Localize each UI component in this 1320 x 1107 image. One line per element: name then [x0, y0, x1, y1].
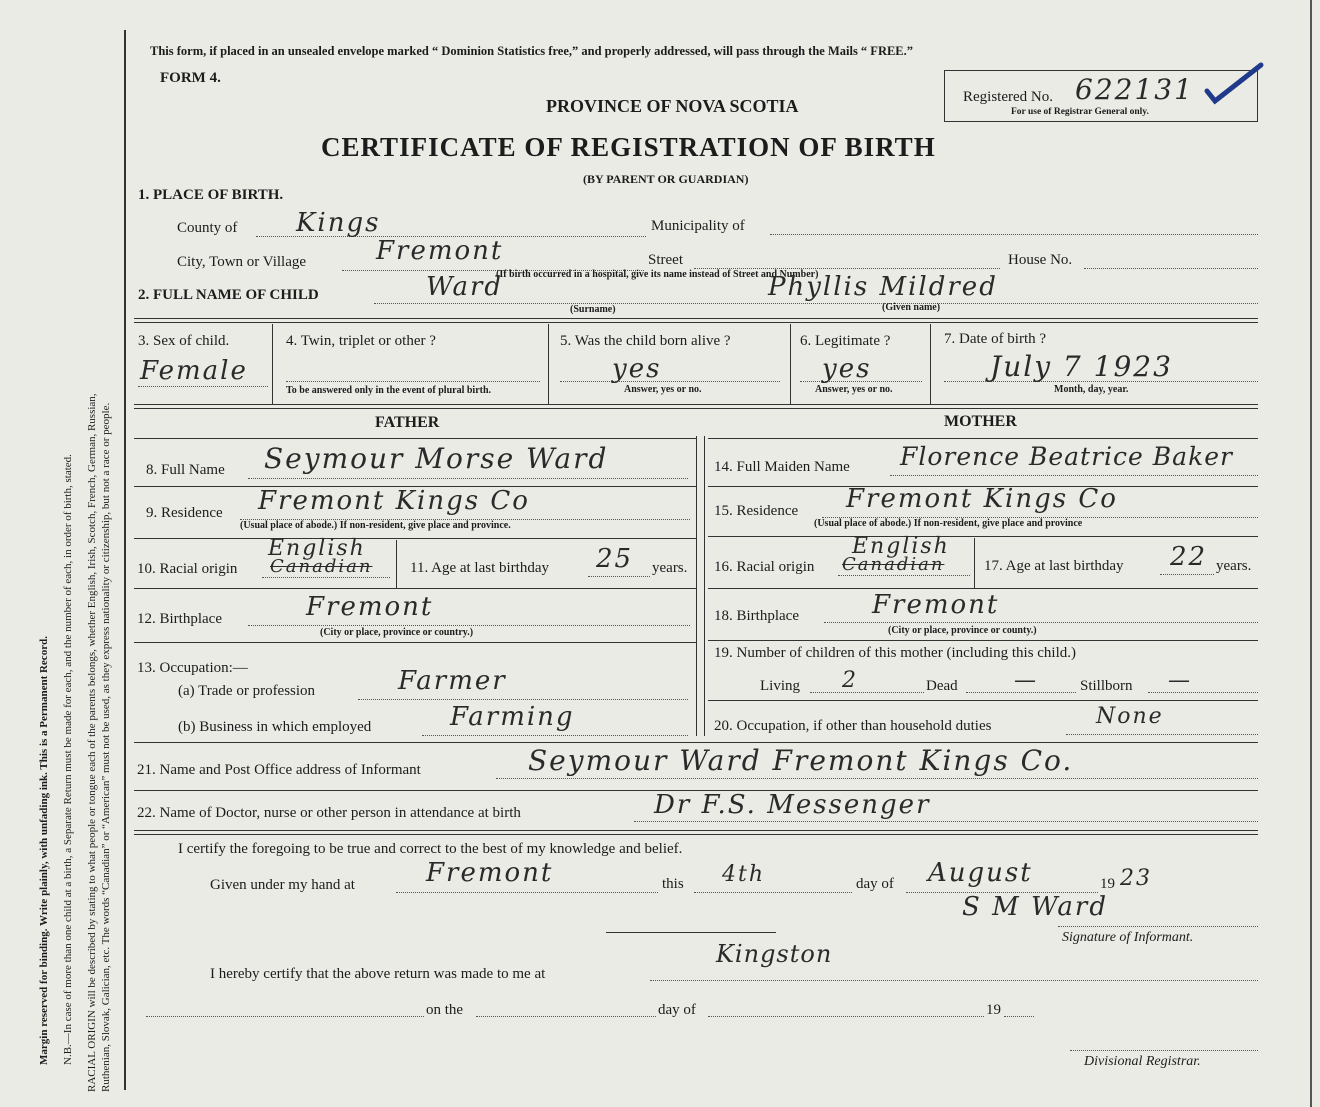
house-label: House No. — [1008, 252, 1073, 268]
certificate-subtitle: (BY PARENT OR GUARDIAN) — [583, 172, 749, 186]
mother-racial-line — [838, 575, 970, 576]
surname-caption: (Surname) — [570, 304, 616, 315]
hospital-note: (If birth occurred in a hospital, give its name instead of Street and Number) — [496, 269, 819, 280]
informant-label: 21. Name and Post Office address of Informant — [137, 762, 421, 778]
father-trade-line — [358, 699, 688, 700]
divider-father-racial — [396, 540, 397, 588]
city-value: Fremont — [376, 236, 504, 266]
dob-caption: Month, day, year. — [1054, 384, 1129, 395]
father-occupation-label: 13. Occupation:— — [137, 660, 248, 676]
child-surname-value: Ward — [426, 272, 504, 302]
short-rule — [606, 932, 776, 933]
county-label: County of — [177, 220, 238, 236]
divider-sex — [272, 324, 273, 404]
divider-alive — [790, 324, 791, 404]
father-racial-struck: Canadian — [270, 556, 373, 577]
margin-note-racial-origin-2: Ruthenian, Slovak, Galician, etc. The words “Canadian” or “American” must not be used, as they express nationality or citizenship, but not a race or people. — [100, 402, 112, 1092]
twin-caption: To be answered only in the event of plural birth. — [286, 385, 492, 396]
year-value: 23 — [1120, 866, 1152, 891]
right-edge — [1310, 0, 1312, 1107]
living-value: 2 — [842, 668, 858, 693]
street-label: Street — [648, 252, 683, 268]
father-business-value: Farming — [450, 702, 575, 732]
divider-legitimate — [930, 324, 931, 404]
mother-residence-caption: (Usual place of abode.) If non-resident, give place and province — [814, 518, 1083, 529]
stillborn-line — [1148, 692, 1258, 693]
mother-occupation-label: 20. Occupation, if other than household duties — [714, 718, 992, 734]
registered-box — [944, 70, 1258, 122]
father-birthplace-label: 12. Birthplace — [137, 611, 222, 627]
registrar-note: For use of Registrar General only. — [1011, 107, 1149, 117]
registered-number: 622131 — [1075, 73, 1194, 106]
registrar-caption: Divisional Registrar. — [1084, 1054, 1201, 1069]
mother-residence-value: Fremont Kings Co — [846, 484, 1118, 514]
divider-parents-top — [134, 404, 1258, 409]
divider-mother-racial — [974, 538, 975, 588]
alive-value: yes — [612, 354, 662, 384]
registrar-date-line-1 — [146, 1016, 424, 1017]
mother-name-label: 14. Full Maiden Name — [714, 459, 850, 475]
certificate-title: CERTIFICATE OF REGISTRATION OF BIRTH — [321, 132, 936, 162]
registrar-signature-line — [1070, 1050, 1258, 1051]
divider-child-row-top — [134, 318, 1258, 323]
registrar-place-line — [650, 980, 1258, 981]
mother-name-value: Florence Beatrice Baker — [900, 442, 1233, 471]
mother-occupation-value: None — [1096, 704, 1164, 729]
dayof-label: day of — [856, 876, 894, 892]
alive-line — [560, 381, 780, 382]
doctor-label: 22. Name of Doctor, nurse or other person in attendance at birth — [137, 805, 521, 821]
dob-value: July 7 1923 — [990, 350, 1173, 383]
divider-twin — [548, 324, 549, 404]
county-value: Kings — [296, 208, 381, 238]
divider-certify-top — [134, 830, 1258, 835]
father-name-value: Seymour Morse Ward — [264, 442, 609, 475]
margin-note-racial-origin-1: RACIAL ORIGIN will be described by stating to what people or tongue each of the parents belongs, whether English, Irish, Scotch, French, German, Russian, — [86, 393, 98, 1092]
margin-note-binding: Margin reserved for binding. Write plainly, with unfading ink. This is a Permanent Record. — [38, 636, 50, 1065]
dead-label: Dead — [926, 678, 958, 694]
father-age-value: 25 — [596, 544, 634, 574]
informant-value: Seymour Ward Fremont Kings Co. — [528, 744, 1074, 777]
father-residence-value: Fremont Kings Co — [258, 486, 530, 516]
divider-father-mother-2 — [704, 436, 705, 736]
registrar-place-value: Kingston — [716, 940, 833, 968]
given-place-line — [396, 892, 658, 893]
mother-children-label: 19. Number of children of this mother (including this child.) — [714, 645, 1077, 661]
divider-informant-top — [134, 742, 1258, 743]
day-of-label: day of — [658, 1002, 696, 1018]
father-name-line — [248, 478, 688, 479]
form-number: FORM 4. — [160, 70, 221, 86]
dead-value: — — [1014, 668, 1038, 693]
mother-birthplace-label: 18. Birthplace — [714, 608, 799, 624]
father-trade-label: (a) Trade or profession — [178, 683, 316, 699]
father-residence-caption: (Usual place of abode.) If non-resident, give place and province. — [240, 520, 511, 531]
on-the-label: on the — [426, 1002, 464, 1018]
sex-line — [138, 386, 268, 387]
doctor-value: Dr F.S. Messenger — [654, 790, 931, 820]
living-line — [810, 692, 924, 693]
father-racial-line — [262, 577, 390, 578]
divider-f-10 — [134, 588, 696, 589]
city-label: City, Town or Village — [177, 254, 307, 270]
father-racial-label: 10. Racial origin — [137, 561, 238, 577]
stillborn-value: — — [1168, 668, 1192, 693]
signature-caption: Signature of Informant. — [1062, 930, 1194, 945]
father-birthplace-value: Fremont — [306, 592, 434, 622]
father-age-line — [588, 576, 650, 577]
province-heading: PROVINCE OF NOVA SCOTIA — [546, 96, 799, 116]
mother-racial-value: English — [852, 534, 950, 559]
father-business-label: (b) Business in which employed — [178, 719, 372, 735]
month-value: August — [928, 858, 1033, 888]
divider-father-mother-1 — [696, 436, 697, 736]
living-label: Living — [760, 678, 800, 694]
mother-age-label: 17. Age at last birthday — [984, 558, 1124, 574]
divider-f-12 — [134, 642, 696, 643]
father-age-unit: years. — [652, 560, 688, 576]
legitimate-caption: Answer, yes or no. — [815, 384, 893, 395]
registered-label: Registered No. — [963, 89, 1053, 105]
divider-mother-head — [708, 438, 1258, 439]
alive-caption: Answer, yes or no. — [624, 384, 702, 395]
divider-father-head — [134, 438, 696, 439]
registrar-date-line-2 — [476, 1016, 656, 1017]
registrar-statement: I hereby certify that the above return was made to me at — [210, 966, 546, 982]
registrar-date-line-4 — [1004, 1016, 1034, 1017]
father-racial-value: English — [268, 536, 366, 561]
registrar-date-line-3 — [708, 1016, 984, 1017]
year-prefix: 19 — [1100, 876, 1115, 892]
checkmark-icon — [1201, 59, 1271, 109]
divider-m-19 — [708, 700, 1258, 701]
father-trade-value: Farmer — [398, 666, 507, 696]
certify-statement: I certify the foregoing to be true and correct to the best of my knowledge and belief. — [178, 841, 683, 857]
sex-label: 3. Sex of child. — [138, 333, 230, 349]
informant-signature: S M Ward — [962, 892, 1108, 922]
twin-label: 4. Twin, triplet or other ? — [286, 333, 436, 349]
mother-racial-label: 16. Racial origin — [714, 559, 815, 575]
divider-m-16 — [708, 588, 1258, 589]
day-value: 4th — [722, 862, 766, 887]
legitimate-label: 6. Legitimate ? — [800, 333, 891, 349]
mother-residence-label: 15. Residence — [714, 503, 799, 519]
informant-line — [496, 778, 1258, 779]
father-age-label: 11. Age at last birthday — [410, 560, 549, 576]
alive-label: 5. Was the child born alive ? — [560, 333, 731, 349]
divider-m-18 — [708, 640, 1258, 641]
father-business-line — [422, 735, 688, 736]
given-caption: (Given name) — [882, 302, 941, 313]
mother-birthplace-caption: (City or place, province or county.) — [888, 625, 1037, 636]
margin-rule — [124, 30, 126, 1090]
mother-birthplace-line — [824, 622, 1258, 623]
mother-racial-struck: Canadian — [842, 554, 945, 575]
municipality-label: Municipality of — [651, 218, 745, 234]
divider-f-9 — [134, 538, 696, 539]
given-place-value: Fremont — [426, 858, 554, 888]
sex-value: Female — [140, 356, 248, 386]
father-birthplace-caption: (City or place, province or country.) — [320, 627, 474, 638]
legitimate-value: yes — [822, 354, 872, 384]
place-of-birth-heading: 1. PLACE OF BIRTH. — [138, 187, 284, 203]
municipality-line — [770, 234, 1258, 235]
father-name-label: 8. Full Name — [146, 462, 225, 478]
registrar-year-prefix: 19 — [986, 1002, 1001, 1018]
this-label: this — [662, 876, 684, 892]
father-residence-label: 9. Residence — [146, 505, 223, 521]
mother-age-value: 22 — [1170, 542, 1208, 572]
mother-name-line — [890, 475, 1258, 476]
child-name-line — [374, 303, 1258, 304]
child-name-label: 2. FULL NAME OF CHILD — [138, 287, 319, 303]
twin-line — [286, 381, 540, 382]
given-label: Given under my hand at — [210, 877, 355, 893]
margin-note-multiple-births: N.B.—In case of more than one child at a birth, a Separate Return must be made for each, and the number of each, in order of birth, stated. — [62, 454, 74, 1065]
father-heading: FATHER — [375, 414, 440, 431]
mother-age-line — [1160, 574, 1214, 575]
signature-line — [1058, 926, 1258, 927]
doctor-line — [634, 821, 1258, 822]
day-line — [694, 892, 852, 893]
house-line — [1084, 268, 1258, 269]
child-given-value: Phyllis Mildred — [768, 272, 998, 302]
stillborn-label: Stillborn — [1080, 678, 1133, 694]
mail-notice: This form, if placed in an unsealed envelope marked “ Dominion Statistics free,” and properly addressed, will pass through the Mails “ FREE.” — [150, 44, 914, 58]
mother-heading: MOTHER — [944, 413, 1017, 430]
divider-m-15 — [708, 536, 1258, 537]
father-birthplace-line — [248, 625, 690, 626]
mother-birthplace-value: Fremont — [872, 590, 1000, 620]
dob-label: 7. Date of birth ? — [944, 331, 1047, 347]
mother-occupation-line — [1066, 734, 1258, 735]
mother-age-unit: years. — [1216, 558, 1252, 574]
